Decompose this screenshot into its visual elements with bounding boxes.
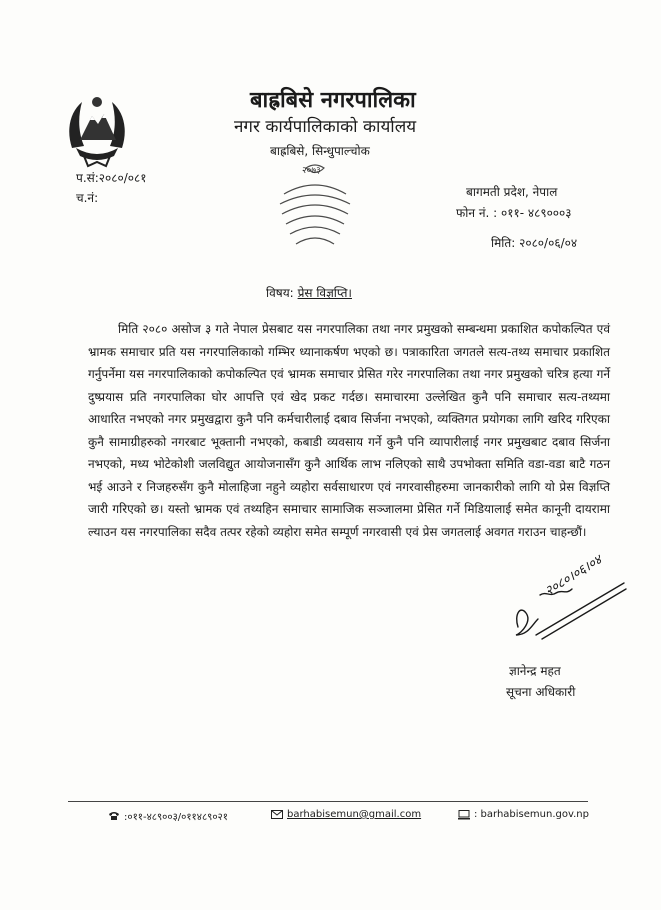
- phone-number: फोन नं. : ०११- ४८९०००३: [456, 206, 572, 220]
- dispatch-number: च.नं:: [76, 191, 99, 205]
- province: बागमती प्रदेश, नेपाल: [466, 185, 558, 199]
- letter-date: मिति: २०८०/०६/०४: [491, 236, 578, 250]
- footer-rule: [68, 801, 588, 802]
- organization-name: बाह्रबिसे नगरपालिका: [250, 88, 416, 113]
- email-icon: [271, 810, 283, 819]
- signature-date: २०८०।०६।०४: [542, 552, 605, 600]
- computer-icon: [458, 810, 470, 820]
- office-address: बाह्रबिसे, सिन्धुपाल्चोक: [270, 144, 370, 158]
- signer-name: ज्ञानेन्द्र महत: [509, 664, 561, 678]
- footer-email: [271, 809, 421, 820]
- subject-value: प्रेस विज्ञप्ति।: [297, 286, 352, 300]
- telephone-icon: [108, 811, 120, 821]
- footer-phone-text: :०११-४८९००३/०११४८९०२१: [124, 812, 228, 823]
- footer-website: [458, 809, 589, 820]
- office-name: नगर कार्यपालिकाको कार्यालय: [234, 117, 417, 137]
- letter-number: प.सं:२०८०/०८१: [76, 171, 147, 185]
- nepal-emblem-icon: [64, 90, 130, 170]
- body-paragraph: मिति २०८० असोज ३ गते नेपाल प्रेसबाट यस नगरपालिका तथा नगर प्रमुखको सम्बन्धमा प्रकाशित कपोकल्पित एवं भ्रामक समाचार प्रति यस नगरपालिकाको गम्भिर ध्यानाकर्षण भएको छ। पत्राकारिता जगतले सत्य-तथ्य समाचार प्रकाशित गर्नुपर्नेमा यस नगरपालिकाको कपोकल्पित एवं भ्रामक समाचार प्रेसित गरेर नगरपालिका तथा नगर प्रमुखको चरित्र हत्या गर्ने दुष्प्रयास प्रति नगरपालिका घोर आपत्ति एवं खेद प्रकट गर्दछ। समाचारमा उल्लेखित कुनै पनि समाचार सत्य-तथ्यमा आधारित नभएको नगर प्रमुखद्वारा कुनै पनि कर्मचारीलाई दबाव सिर्जना नभएको, व्यक्तिगत प्रयोगका लागि खरिद गरिएका कुनै सामाग्रीहरुको नगरबाट भूक्तानी नभएको, कबाडी व्यवसाय गर्ने कुनै पनि व्यापारीलाई नगर प्रमुखबाट दबाव सिर्जना नभएको, मध्य भोटेकोशी जलविद्युत आयोजनासँग कुनै आर्थिक लाभ नलिएको साथै उपभोक्ता समिति वडा-वडा बाटै गठन भई आउने र निजहरुसँग कुनै मोलाहिजा नहुने व्यहोरा सर्वसाधारण एवं नगरवासीहरुमा जानकारीको लागि यो प्रेस विज्ञप्ति जारी गरिएको छ। यस्तो भ्रामक एवं तथ्यहिन समाचार सामाजिक सञ्जालमा प्रेसित गर्ने मिडियालाई समेत कानूनी दायरामा ल्याउन यस नगरपालिका सदैव तत्पर रहेको व्यहोरा समेत सम्पूर्ण नगरवासी एवं प्रेस जगतलाई अवगत गराउन चाहन्छौं।: [88, 322, 610, 539]
- footer-phone: [108, 809, 228, 823]
- subject-line: [266, 284, 352, 301]
- footer-website-text[interactable]: : barhabisemun.gov.np: [474, 809, 589, 820]
- signer-title: सूचना अधिकारी: [506, 685, 576, 699]
- stamp-year: २०७३: [302, 166, 321, 176]
- footer-email-text[interactable]: barhabisemun@gmail.com: [287, 809, 422, 820]
- subject-label: विषय:: [266, 286, 294, 300]
